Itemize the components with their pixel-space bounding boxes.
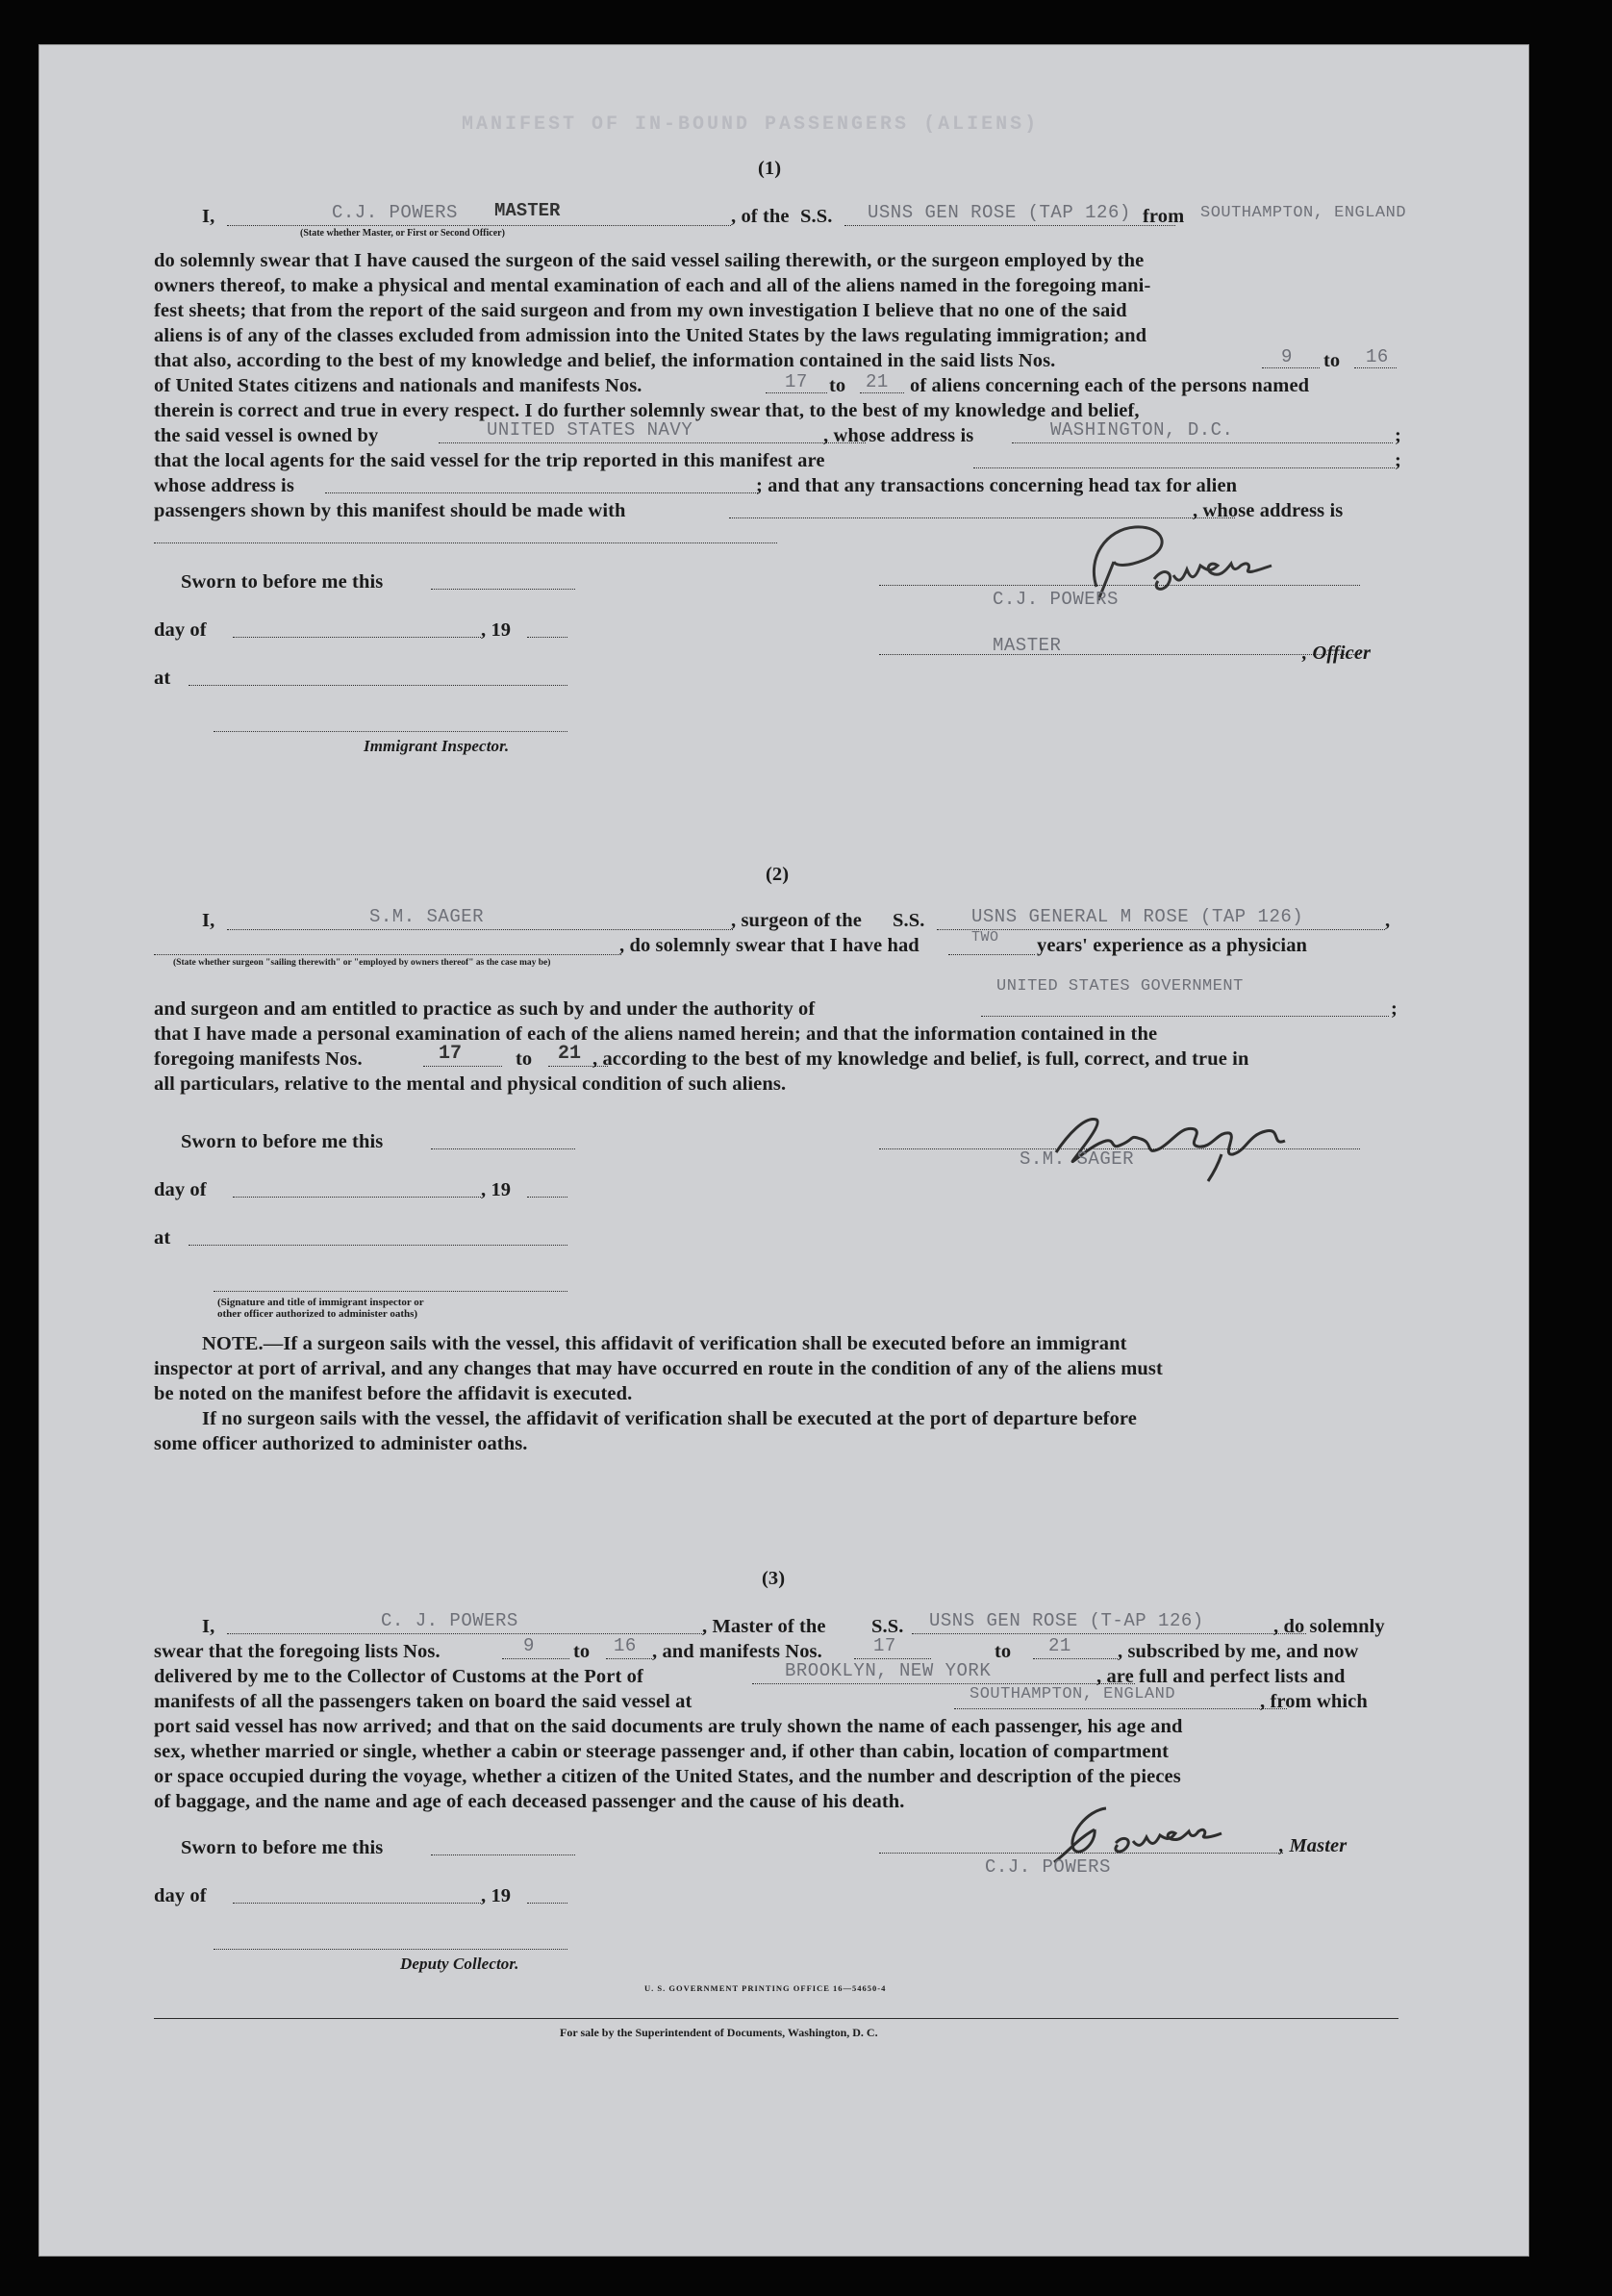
signer-typed: C.J. POWERS bbox=[985, 1856, 1111, 1878]
paragraph-line: port said vessel has now arrived; and that on the said documents are truly shown the name of each passenger, his age and bbox=[154, 1716, 1183, 1737]
surgeon-of-label: , surgeon of the bbox=[731, 910, 862, 931]
intro-i: I, bbox=[202, 910, 215, 931]
to-label: to bbox=[829, 375, 846, 396]
paragraph-line: , whose address is bbox=[1193, 500, 1344, 521]
at-label: at bbox=[154, 1227, 171, 1249]
paragraph-line: , and manifests Nos. bbox=[652, 1641, 822, 1662]
master-name-field[interactable]: C.J. POWERS bbox=[332, 202, 458, 223]
manifests-to-field[interactable]: 21 bbox=[866, 371, 889, 392]
note-line: some officer authorized to administer oaths. bbox=[154, 1433, 528, 1454]
ss-label: S.S. bbox=[871, 1616, 904, 1637]
paragraph-line: sex, whether married or single, whether a cabin or steerage passenger and, if other than cabin, location of compartment bbox=[154, 1741, 1170, 1762]
to-label: to bbox=[573, 1641, 591, 1662]
note-line bbox=[202, 1333, 1127, 1355]
vessel-field[interactable]: USNS GEN ROSE (T-AP 126) bbox=[929, 1610, 1204, 1631]
intro-i: I, bbox=[202, 206, 215, 227]
master-of-label: , Master of the bbox=[702, 1616, 826, 1637]
signer-typed: S.M. SAGER bbox=[1020, 1148, 1135, 1170]
semicolon: ; bbox=[1395, 450, 1401, 471]
at-label: at bbox=[154, 668, 171, 689]
paragraph-line: and surgeon and am entitled to practice as such by and under the authority of bbox=[154, 998, 816, 1020]
note-label: NOTE. bbox=[202, 1333, 264, 1354]
paragraph-line: of baggage, and the name and age of each deceased passenger and the cause of his death. bbox=[154, 1791, 905, 1812]
note-line: be noted on the manifest before the affidavit is executed. bbox=[154, 1383, 633, 1404]
port-from-field[interactable]: SOUTHAMPTON, ENGLAND bbox=[1200, 204, 1407, 222]
of-the-label: , of the bbox=[731, 206, 790, 227]
day-of-label: day of bbox=[154, 1885, 207, 1906]
lists-from-field[interactable]: 9 bbox=[523, 1635, 535, 1656]
paragraph-line: owners thereof, to make a physical and mental examination of each and all of the aliens named in the foregoing mani- bbox=[154, 275, 1151, 296]
owner-address-field[interactable]: WASHINGTON, D.C. bbox=[1050, 419, 1234, 441]
years-field[interactable]: TWO bbox=[971, 929, 999, 946]
state-note: (State whether Master, or First or Second Officer) bbox=[300, 228, 505, 239]
from-label: from bbox=[1143, 206, 1185, 227]
paragraph-line: , whose address is bbox=[823, 425, 974, 446]
to-label: to bbox=[516, 1048, 533, 1070]
signature-note: (Signature and title of immigrant inspector or bbox=[217, 1297, 424, 1308]
paragraph-line: manifests of all the passengers taken on board the said vessel at bbox=[154, 1691, 693, 1712]
section-number: (1) bbox=[758, 158, 782, 179]
vessel-field[interactable]: USNS GENERAL M ROSE (TAP 126) bbox=[971, 906, 1304, 927]
port-field[interactable]: BROOKLYN, NEW YORK bbox=[785, 1660, 992, 1681]
paragraph-line: foregoing manifests Nos. bbox=[154, 1048, 363, 1070]
day-of-label: day of bbox=[154, 619, 207, 641]
paragraph-line: delivered by me to the Collector of Customs at the Port of bbox=[154, 1666, 643, 1687]
signer-title: MASTER bbox=[993, 635, 1062, 656]
authority-field[interactable]: UNITED STATES GOVERNMENT bbox=[996, 977, 1244, 996]
comma: , bbox=[1385, 910, 1391, 931]
paragraph-line: therein is correct and true in every respect. I do further solemnly swear that, to the best of my knowledge and belief, bbox=[154, 400, 1140, 421]
boarded-at-field[interactable]: SOUTHAMPTON, ENGLAND bbox=[970, 1685, 1176, 1703]
note-line: If no surgeon sails with the vessel, the affidavit of verification shall be executed at the port of departure before bbox=[202, 1408, 1137, 1429]
paragraph-line: that the local agents for the said vessel for the trip reported in this manifest are bbox=[154, 450, 825, 471]
owner-field[interactable]: UNITED STATES NAVY bbox=[487, 419, 693, 441]
sworn-label: Sworn to before me this bbox=[181, 1837, 384, 1858]
paragraph-line: aliens is of any of the classes excluded from admission into the United States by the laws regulating immigration; and bbox=[154, 325, 1147, 346]
printing-office-line: U. S. GOVERNMENT PRINTING OFFICE 16—54650-4 bbox=[644, 1983, 887, 1993]
intro-i: I, bbox=[202, 1616, 215, 1637]
paragraph-line: , from which bbox=[1260, 1691, 1368, 1712]
master-label: , Master bbox=[1279, 1835, 1348, 1856]
swear-label: , do solemnly swear that I have had bbox=[619, 935, 919, 956]
manifests-from-field[interactable]: 17 bbox=[873, 1635, 896, 1656]
year-label: , 19 bbox=[481, 619, 512, 641]
vessel-field[interactable]: USNS GEN ROSE (TAP 126) bbox=[868, 202, 1131, 223]
semicolon: ; bbox=[1391, 998, 1398, 1020]
manifests-from-field[interactable]: 17 bbox=[439, 1043, 463, 1065]
paragraph-line: all particulars, relative to the mental and physical condition of such aliens. bbox=[154, 1073, 787, 1095]
sworn-label: Sworn to before me this bbox=[181, 571, 384, 593]
section-number: (2) bbox=[766, 864, 790, 885]
day-of-label: day of bbox=[154, 1179, 207, 1200]
section-number: (3) bbox=[762, 1568, 786, 1589]
paragraph-line: or space occupied during the voyage, whether a citizen of the United States, and the number and description of the pieces bbox=[154, 1766, 1181, 1787]
paragraph-line: passengers shown by this manifest should be made with bbox=[154, 500, 626, 521]
master-title-field[interactable]: MASTER bbox=[494, 200, 561, 221]
to-label: to bbox=[1323, 350, 1341, 371]
inspector-label: Immigrant Inspector. bbox=[364, 737, 510, 755]
manifests-to-field[interactable]: 21 bbox=[558, 1043, 582, 1065]
note-line: inspector at port of arrival, and any changes that may have occurred en route in the condition of any of the aliens must bbox=[154, 1358, 1163, 1379]
year-label: , 19 bbox=[481, 1885, 512, 1906]
lists-to-field[interactable]: 16 bbox=[614, 1635, 637, 1656]
paragraph-line: do solemnly swear that I have caused the surgeon of the said vessel sailing therewith, or the surgeon employed by the bbox=[154, 250, 1145, 271]
paragraph-line: fest sheets; that from the report of the said surgeon and from my own investigation I believe that no one of the said bbox=[154, 300, 1127, 321]
paragraph-line: , are full and perfect lists and bbox=[1096, 1666, 1346, 1687]
lists-from-field[interactable]: 9 bbox=[1281, 346, 1293, 367]
paragraph-line: the said vessel is owned by bbox=[154, 425, 379, 446]
paragraph-line: whose address is bbox=[154, 475, 294, 496]
semicolon: ; bbox=[1395, 425, 1401, 446]
paragraph-line: ; and that any transactions concerning head tax for alien bbox=[756, 475, 1238, 496]
bleed-through-header: MANIFEST OF IN-BOUND PASSENGERS (ALIENS) bbox=[462, 114, 1040, 136]
paragraph-line: , subscribed by me, and now bbox=[1118, 1641, 1359, 1662]
year-label: , 19 bbox=[481, 1179, 512, 1200]
paragraph-line: of United States citizens and nationals and manifests Nos. bbox=[154, 375, 642, 396]
to-label: to bbox=[995, 1641, 1012, 1662]
officer-label: , Officer bbox=[1302, 643, 1372, 664]
surgeon-name-field[interactable]: S.M. SAGER bbox=[369, 906, 485, 927]
paragraph-line: swear that the foregoing lists Nos. bbox=[154, 1641, 441, 1662]
paragraph-line: that also, according to the best of my knowledge and belief, the information contained in the said lists Nos. bbox=[154, 350, 1056, 371]
manifests-from-field[interactable]: 17 bbox=[785, 371, 808, 392]
paragraph-line: , according to the best of my knowledge and belief, is full, correct, and true in bbox=[592, 1048, 1249, 1070]
for-sale-line: For sale by the Superintendent of Documents, Washington, D. C. bbox=[560, 2026, 878, 2039]
note-text: —If a surgeon sails with the vessel, this affidavit of verification shall be executed before an immigrant bbox=[263, 1333, 1127, 1354]
ss-label: S.S. bbox=[893, 910, 925, 931]
paragraph-line: , do solemnly bbox=[1273, 1616, 1385, 1637]
ss-label: S.S. bbox=[800, 206, 833, 227]
signature-sager bbox=[1029, 1106, 1318, 1183]
lists-to-field[interactable]: 16 bbox=[1366, 346, 1389, 367]
manifest-page bbox=[38, 44, 1529, 2257]
signature-note: other officer authorized to administer oaths) bbox=[217, 1308, 418, 1320]
sworn-label: Sworn to before me this bbox=[181, 1131, 384, 1152]
paragraph-line: of aliens concerning each of the persons named bbox=[910, 375, 1310, 396]
master-name-field[interactable]: C. J. POWERS bbox=[381, 1610, 518, 1631]
years-label: years' experience as a physician bbox=[1037, 935, 1308, 956]
state-note: (State whether surgeon "sailing therewith" or "employed by owners thereof" as the case may be) bbox=[173, 958, 551, 968]
manifests-to-field[interactable]: 21 bbox=[1048, 1635, 1071, 1656]
paragraph-line: that I have made a personal examination of each of the aliens named herein; and that the information contained in the bbox=[154, 1023, 1158, 1045]
collector-label: Deputy Collector. bbox=[400, 1955, 519, 1973]
signer-typed: C.J. POWERS bbox=[993, 589, 1119, 610]
